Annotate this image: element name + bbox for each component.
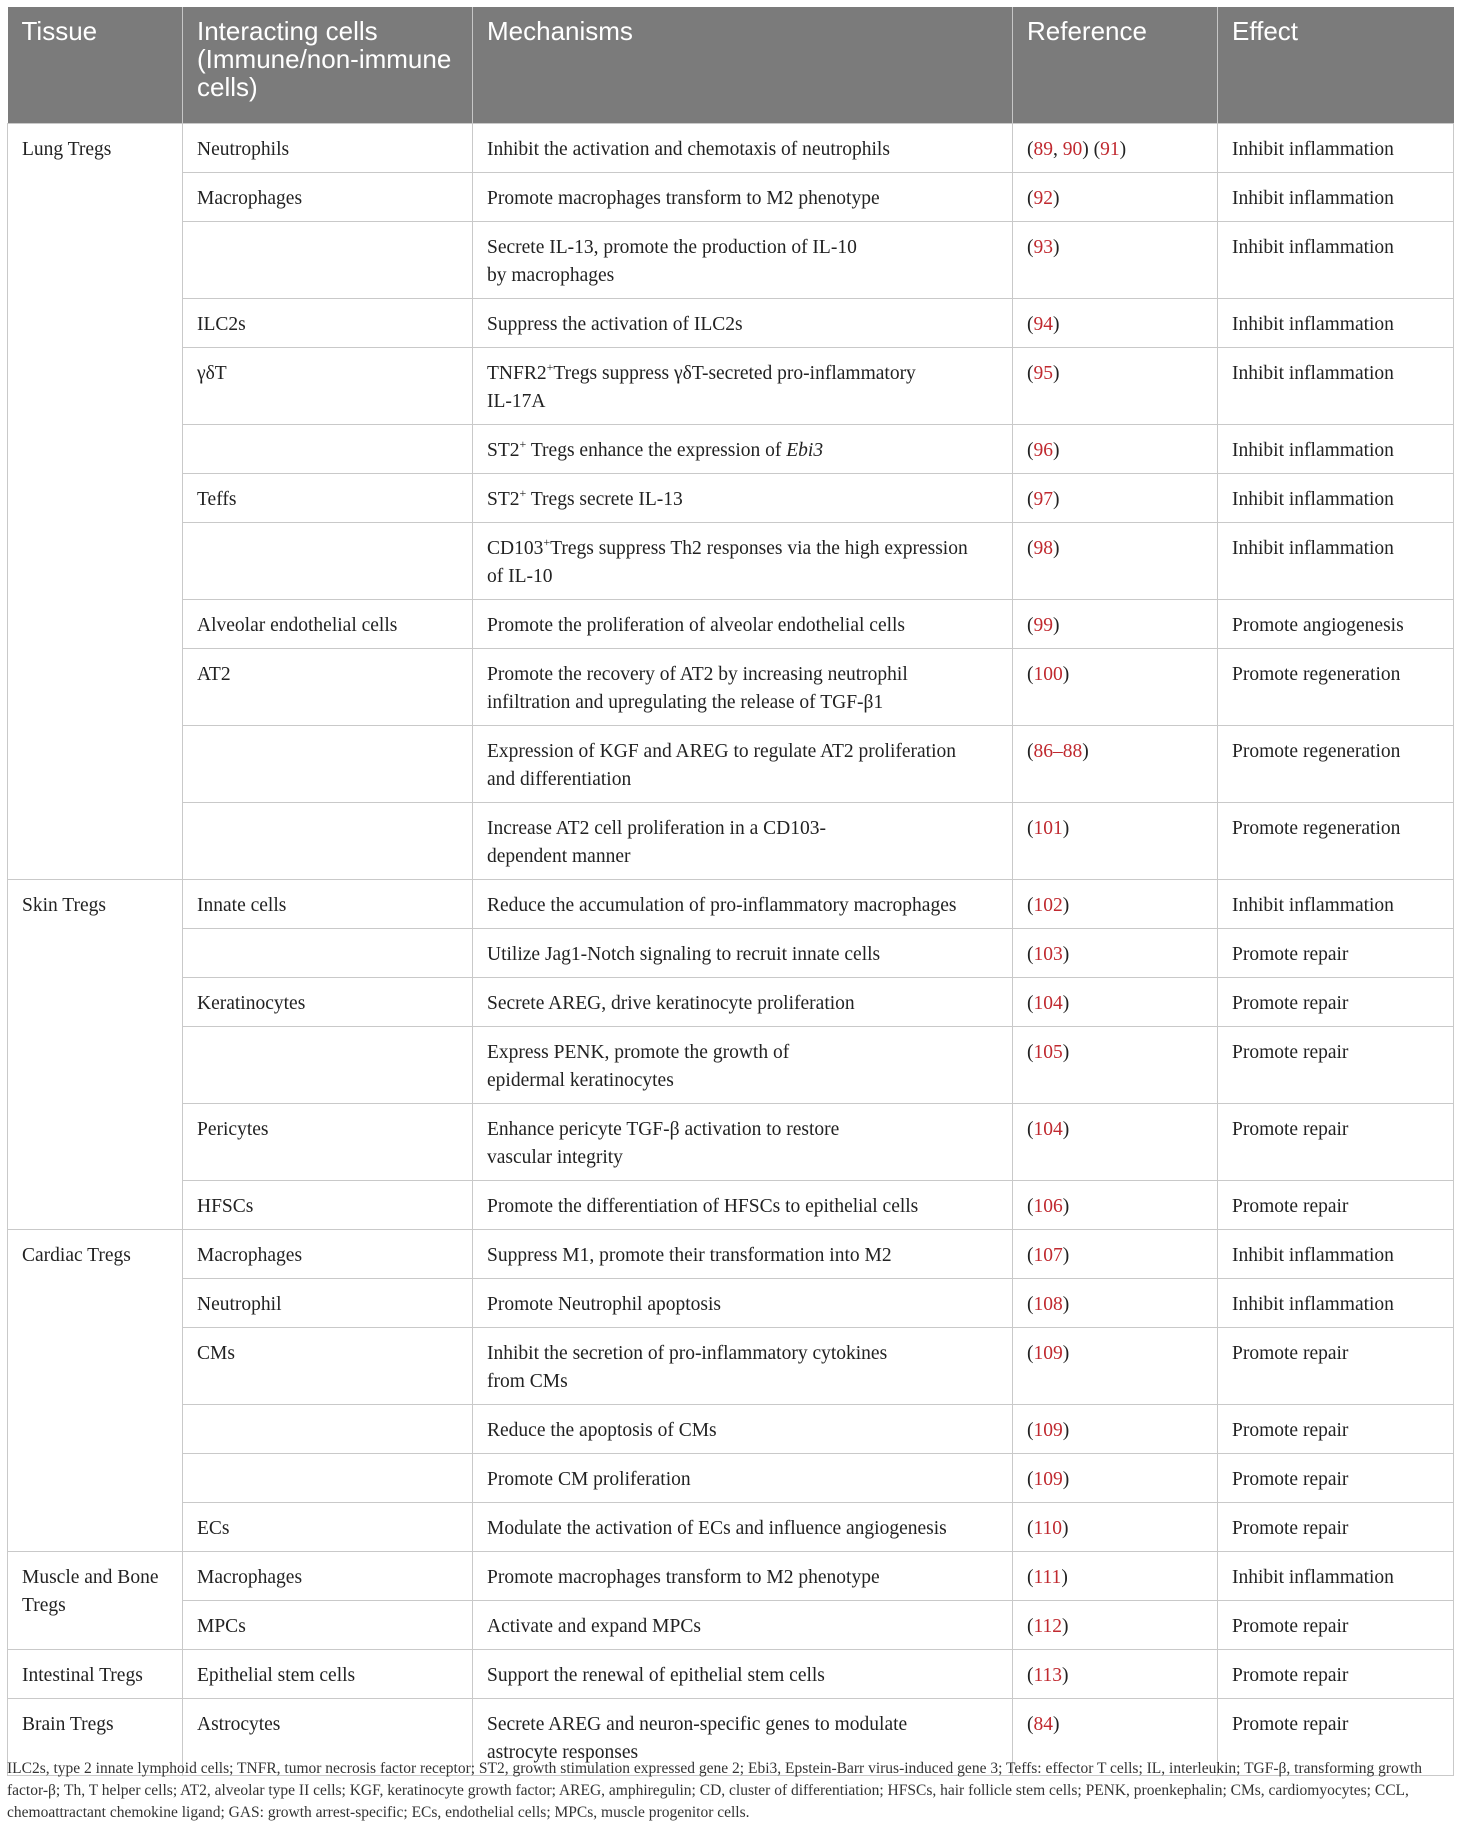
reference-link[interactable]: 109 <box>1033 1469 1063 1490</box>
header-reference: Reference <box>1013 7 1218 124</box>
reference-cell: (92) <box>1013 173 1218 222</box>
table-row <box>8 299 1454 348</box>
reference-link[interactable]: 103 <box>1033 944 1063 965</box>
mechanism-cell: Express PENK, promote the growth of epidermal keratinocytes <box>473 1027 1013 1104</box>
interacting-cells-cell: Macrophages <box>183 1552 473 1601</box>
mechanism-cell: Promote CM proliferation <box>473 1454 1013 1503</box>
mechanism-cell: ST2+ Tregs enhance the expression of Ebi3 <box>473 425 1013 474</box>
interacting-cells-cell: Teffs <box>183 474 473 523</box>
reference-link[interactable]: 97 <box>1033 489 1053 510</box>
interacting-cells-cell: γδT <box>183 348 473 425</box>
reference-link[interactable]: 89 <box>1033 139 1053 160</box>
reference-cell: (102) <box>1013 880 1218 929</box>
mechanism-cell: Expression of KGF and AREG to regulate AT2 proliferation and differentiation <box>473 726 1013 803</box>
table-row <box>8 348 1454 425</box>
reference-cell: (96) <box>1013 425 1218 474</box>
reference-cell: (110) <box>1013 1503 1218 1552</box>
mechanism-cell: Promote macrophages transform to M2 phenotype <box>473 1552 1013 1601</box>
effect-cell: Inhibit inflammation <box>1218 880 1454 929</box>
reference-cell: (89, 90) (91) <box>1013 124 1218 173</box>
reference-cell: (107) <box>1013 1230 1218 1279</box>
table-row <box>8 474 1454 523</box>
reference-link[interactable]: 99 <box>1033 615 1053 636</box>
table-row <box>8 1405 1454 1454</box>
interacting-cells-cell <box>183 1027 473 1104</box>
effect-cell: Inhibit inflammation <box>1218 1279 1454 1328</box>
reference-link[interactable]: 96 <box>1033 440 1053 461</box>
mechanism-cell: Secrete AREG and neuron-specific genes to modulate astrocyte responses <box>473 1699 1013 1776</box>
mechanism-cell: ST2+ Tregs secrete IL-13 <box>473 474 1013 523</box>
reference-link[interactable]: 91 <box>1100 139 1120 160</box>
table-row <box>8 803 1454 880</box>
table-row <box>8 222 1454 299</box>
interacting-cells-cell: Innate cells <box>183 880 473 929</box>
effect-cell: Inhibit inflammation <box>1218 222 1454 299</box>
reference-link[interactable]: 94 <box>1033 314 1053 335</box>
table-row <box>8 978 1454 1027</box>
reference-link[interactable]: 108 <box>1033 1294 1063 1315</box>
tissue-cell: Cardiac Tregs <box>8 1230 183 1552</box>
table-footnote: ILC2s, type 2 innate lymphoid cells; TNFR, tumor necrosis factor receptor; ST2, growth stimulation expressed gene 2; Ebi3, Epstein-Barr virus-induced gene 3; Teffs: effector T cells; IL, interleukin; TGF-β, transforming growth factor-β; Th, T helper cells; AT2, alveolar type II cells; KGF, keratinocyte growth factor; AREG, amphiregulin; CD, cluster of differentiation; HFSCs, hair follicle stem cells; PENK, proenkephalin; CMs, cardiomyocytes; CCL, chemoattractant chemokine ligand; GAS: growth arrest-specific; ECs, endothelial cells; MPCs, muscle progenitor cells. <box>7 1760 1422 1821</box>
interacting-cells-cell <box>183 523 473 600</box>
interacting-cells-cell: ECs <box>183 1503 473 1552</box>
reference-link[interactable]: 84 <box>1033 1714 1053 1735</box>
effect-cell: Inhibit inflammation <box>1218 348 1454 425</box>
tissue-cell: Brain Tregs <box>8 1699 183 1776</box>
effect-cell: Promote repair <box>1218 1181 1454 1230</box>
reference-cell: (112) <box>1013 1601 1218 1650</box>
interacting-cells-cell: Epithelial stem cells <box>183 1650 473 1699</box>
effect-cell: Promote repair <box>1218 1650 1454 1699</box>
interacting-cells-cell: Pericytes <box>183 1104 473 1181</box>
reference-cell: (104) <box>1013 978 1218 1027</box>
table-row <box>8 649 1454 726</box>
effect-cell: Promote regeneration <box>1218 649 1454 726</box>
reference-link[interactable]: 106 <box>1033 1196 1063 1217</box>
table-row <box>8 173 1454 222</box>
reference-link[interactable]: 107 <box>1033 1245 1063 1266</box>
tissue-cell: Skin Tregs <box>8 880 183 1230</box>
reference-link[interactable]: 101 <box>1033 818 1063 839</box>
interacting-cells-cell: Keratinocytes <box>183 978 473 1027</box>
mechanism-cell: Enhance pericyte TGF-β activation to restore vascular integrity <box>473 1104 1013 1181</box>
reference-cell: (101) <box>1013 803 1218 880</box>
reference-link[interactable]: 95 <box>1033 363 1053 384</box>
header-interacting-cells: Interacting cells (Immune/non-immune cells) <box>183 7 473 124</box>
effect-cell: Promote repair <box>1218 1503 1454 1552</box>
effect-cell: Inhibit inflammation <box>1218 1230 1454 1279</box>
reference-cell: (98) <box>1013 523 1218 600</box>
effect-cell: Inhibit inflammation <box>1218 173 1454 222</box>
mechanism-cell: Suppress M1, promote their transformation into M2 <box>473 1230 1013 1279</box>
effect-cell: Promote repair <box>1218 1699 1454 1776</box>
tregs-table <box>7 7 1454 1776</box>
effect-cell: Inhibit inflammation <box>1218 1552 1454 1601</box>
table-row <box>8 1181 1454 1230</box>
mechanism-cell: Promote Neutrophil apoptosis <box>473 1279 1013 1328</box>
effect-cell: Promote repair <box>1218 1027 1454 1104</box>
interacting-cells-cell <box>183 1454 473 1503</box>
reference-cell: (109) <box>1013 1328 1218 1405</box>
reference-link[interactable]: 113 <box>1033 1665 1063 1686</box>
interacting-cells-cell: Macrophages <box>183 173 473 222</box>
table-row <box>8 880 1454 929</box>
interacting-cells-cell <box>183 929 473 978</box>
interacting-cells-cell <box>183 425 473 474</box>
reference-cell: (105) <box>1013 1027 1218 1104</box>
effect-cell: Promote angiogenesis <box>1218 600 1454 649</box>
mechanism-cell: Inhibit the activation and chemotaxis of neutrophils <box>473 124 1013 173</box>
interacting-cells-cell <box>183 1405 473 1454</box>
interacting-cells-cell: Alveolar endothelial cells <box>183 600 473 649</box>
tissue-cell: Muscle and Bone Tregs <box>8 1552 183 1650</box>
reference-link[interactable]: 105 <box>1033 1042 1063 1063</box>
interacting-cells-cell: HFSCs <box>183 1181 473 1230</box>
reference-cell: (97) <box>1013 474 1218 523</box>
effect-cell: Inhibit inflammation <box>1218 299 1454 348</box>
effect-cell: Promote repair <box>1218 1405 1454 1454</box>
reference-cell: (111) <box>1013 1552 1218 1601</box>
reference-link[interactable]: 93 <box>1033 237 1053 258</box>
table-body <box>8 124 1454 1776</box>
reference-link[interactable]: 110 <box>1033 1518 1063 1539</box>
mechanism-cell: Promote the proliferation of alveolar endothelial cells <box>473 600 1013 649</box>
table-row <box>8 124 1454 173</box>
mechanism-cell: CD103+Tregs suppress Th2 responses via the high expression of IL-10 <box>473 523 1013 600</box>
effect-cell: Promote regeneration <box>1218 803 1454 880</box>
table-row <box>8 523 1454 600</box>
mechanism-cell: Increase AT2 cell proliferation in a CD103- dependent manner <box>473 803 1013 880</box>
mechanism-cell: TNFR2+Tregs suppress γδT-secreted pro-inflammatory IL-17A <box>473 348 1013 425</box>
reference-cell: (104) <box>1013 1104 1218 1181</box>
table-row <box>8 1279 1454 1328</box>
reference-link[interactable]: 86–88 <box>1033 741 1083 762</box>
effect-cell: Promote repair <box>1218 1104 1454 1181</box>
reference-link[interactable]: 102 <box>1033 895 1063 916</box>
effect-cell: Promote repair <box>1218 929 1454 978</box>
reference-link[interactable]: 92 <box>1033 188 1053 209</box>
interacting-cells-cell: AT2 <box>183 649 473 726</box>
mechanism-cell: Promote the recovery of AT2 by increasing neutrophil infiltration and upregulating the release of TGF-β1 <box>473 649 1013 726</box>
reference-link[interactable]: 90 <box>1062 139 1083 160</box>
reference-link[interactable]: 100 <box>1033 664 1063 685</box>
table-row <box>8 1454 1454 1503</box>
interacting-cells-cell: Neutrophil <box>183 1279 473 1328</box>
reference-link[interactable]: 111 <box>1033 1567 1062 1588</box>
reference-link[interactable]: 104 <box>1033 993 1063 1014</box>
tissue-cell: Intestinal Tregs <box>8 1650 183 1699</box>
reference-cell: (84) <box>1013 1699 1218 1776</box>
effect-cell: Inhibit inflammation <box>1218 474 1454 523</box>
header-tissue: Tissue <box>8 7 183 124</box>
table-row <box>8 1230 1454 1279</box>
reference-cell: (113) <box>1013 1650 1218 1699</box>
mechanism-cell: Inhibit the secretion of pro-inflammatory cytokines from CMs <box>473 1328 1013 1405</box>
table-row <box>8 1328 1454 1405</box>
mechanism-cell: Support the renewal of epithelial stem cells <box>473 1650 1013 1699</box>
mechanism-cell: Reduce the apoptosis of CMs <box>473 1405 1013 1454</box>
effect-cell: Promote repair <box>1218 1454 1454 1503</box>
reference-cell: (94) <box>1013 299 1218 348</box>
reference-link[interactable]: 109 <box>1033 1420 1063 1441</box>
reference-cell: (109) <box>1013 1405 1218 1454</box>
table-row <box>8 1503 1454 1552</box>
reference-link[interactable]: 104 <box>1033 1119 1063 1140</box>
interacting-cells-cell: MPCs <box>183 1601 473 1650</box>
reference-link[interactable]: 112 <box>1033 1616 1063 1637</box>
header-mechanisms: Mechanisms <box>473 7 1013 124</box>
mechanism-cell: Secrete IL-13, promote the production of IL-10 by macrophages <box>473 222 1013 299</box>
interacting-cells-cell: Macrophages <box>183 1230 473 1279</box>
interacting-cells-cell <box>183 726 473 803</box>
table-row <box>8 1650 1454 1699</box>
effect-cell: Promote repair <box>1218 978 1454 1027</box>
table-row <box>8 1552 1454 1601</box>
reference-cell: (106) <box>1013 1181 1218 1230</box>
effect-cell: Promote repair <box>1218 1328 1454 1405</box>
effect-cell: Inhibit inflammation <box>1218 425 1454 474</box>
mechanism-cell: Promote macrophages transform to M2 phenotype <box>473 173 1013 222</box>
effect-cell: Inhibit inflammation <box>1218 124 1454 173</box>
reference-cell: (86–88) <box>1013 726 1218 803</box>
interacting-cells-cell <box>183 222 473 299</box>
table-row <box>8 1601 1454 1650</box>
reference-cell: (108) <box>1013 1279 1218 1328</box>
table-row <box>8 425 1454 474</box>
reference-cell: (103) <box>1013 929 1218 978</box>
header-effect: Effect <box>1218 7 1454 124</box>
mechanism-cell: Promote the differentiation of HFSCs to epithelial cells <box>473 1181 1013 1230</box>
mechanism-cell: Utilize Jag1-Notch signaling to recruit innate cells <box>473 929 1013 978</box>
table-header-row <box>8 7 1454 124</box>
table-row <box>8 600 1454 649</box>
interacting-cells-cell: ILC2s <box>183 299 473 348</box>
mechanism-cell: Secrete AREG, drive keratinocyte proliferation <box>473 978 1013 1027</box>
table-row <box>8 1027 1454 1104</box>
reference-cell: (99) <box>1013 600 1218 649</box>
mechanism-cell: Activate and expand MPCs <box>473 1601 1013 1650</box>
interacting-cells-cell <box>183 803 473 880</box>
effect-cell: Promote regeneration <box>1218 726 1454 803</box>
interacting-cells-cell: Neutrophils <box>183 124 473 173</box>
interacting-cells-cell: CMs <box>183 1328 473 1405</box>
mechanism-cell: Suppress the activation of ILC2s <box>473 299 1013 348</box>
reference-cell: (109) <box>1013 1454 1218 1503</box>
table-row <box>8 1104 1454 1181</box>
effect-cell: Promote repair <box>1218 1601 1454 1650</box>
table-row <box>8 726 1454 803</box>
mechanism-cell: Modulate the activation of ECs and influence angiogenesis <box>473 1503 1013 1552</box>
reference-link[interactable]: 109 <box>1033 1343 1063 1364</box>
mechanism-cell: Reduce the accumulation of pro-inflammatory macrophages <box>473 880 1013 929</box>
reference-cell: (93) <box>1013 222 1218 299</box>
reference-cell: (95) <box>1013 348 1218 425</box>
table-row <box>8 929 1454 978</box>
effect-cell: Inhibit inflammation <box>1218 523 1454 600</box>
reference-cell: (100) <box>1013 649 1218 726</box>
interacting-cells-cell: Astrocytes <box>183 1699 473 1776</box>
tissue-cell: Lung Tregs <box>8 124 183 880</box>
reference-link[interactable]: 98 <box>1033 538 1053 559</box>
